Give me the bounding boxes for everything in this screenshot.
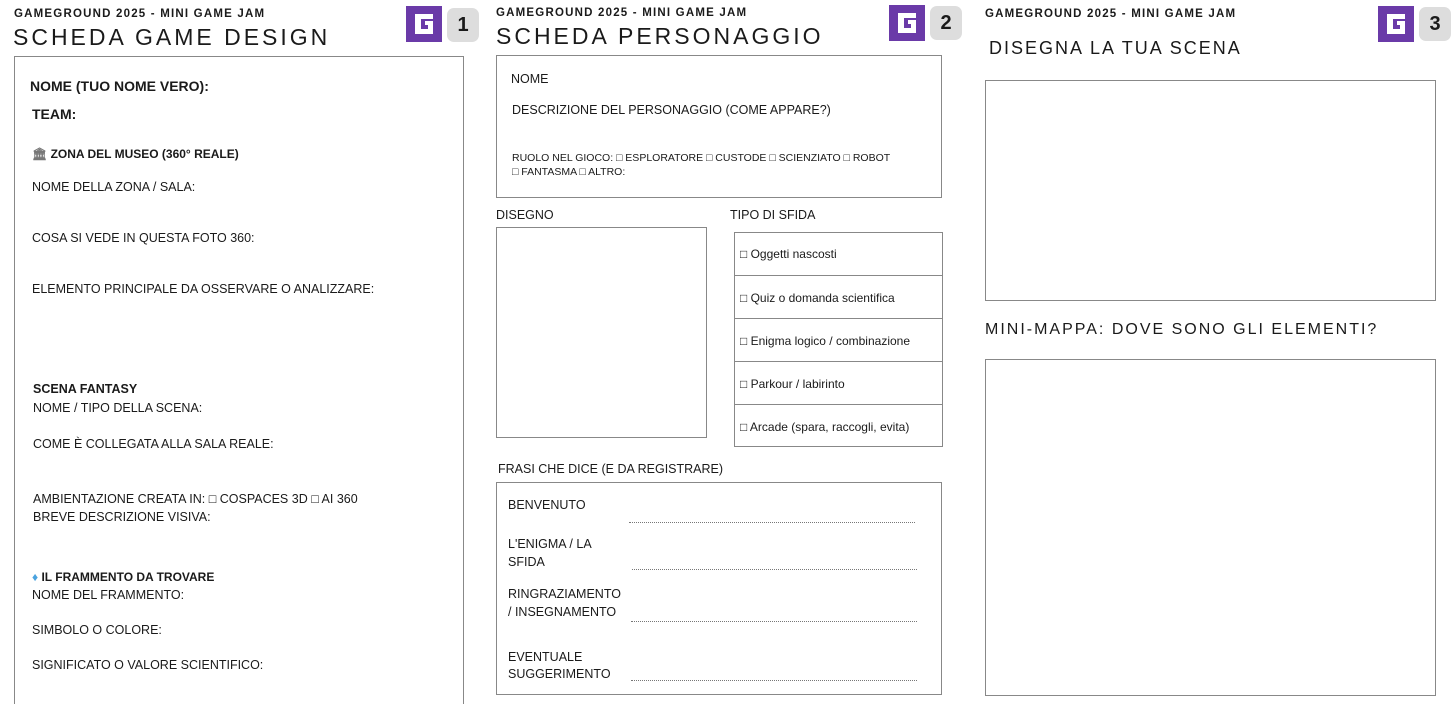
phrase-answer-line[interactable] [631, 621, 917, 622]
connection-label: COME È COLLEGATA ALLA SALA REALE: [33, 437, 274, 451]
page-number-badge: 2 [930, 6, 962, 40]
setting-label: AMBIENTAZIONE CREATA IN: □ COSPACES 3D □ AI 360 [33, 492, 358, 506]
phrase-label: EVENTUALE [508, 650, 583, 664]
phrase-label: / INSEGNAMENTO [508, 605, 617, 619]
page-title: SCHEDA PERSONAGGIO [496, 23, 824, 49]
name-label: NOME (TUO NOME VERO): [30, 78, 209, 94]
header-kicker: GAMEGROUND 2025 - MINI GAME JAM [14, 8, 266, 20]
drawing-area[interactable] [496, 227, 707, 438]
draw-scene-heading: DISEGNA LA TUA SCENA [989, 38, 1242, 58]
phrase-answer-line[interactable] [632, 569, 917, 570]
gameground-logo [889, 5, 925, 41]
challenge-option[interactable]: □ Arcade (spara, raccogli, evita) [735, 404, 942, 448]
meaning-label: SIGNIFICATO O VALORE SCIENTIFICO: [32, 658, 264, 672]
challenge-option[interactable]: □ Oggetti nascosti [740, 246, 837, 261]
character-name-label: NOME [511, 72, 549, 86]
phrase-answer-line[interactable] [629, 522, 915, 523]
zona-heading: ZONA DEL MUSEO (360° REALE) [50, 147, 239, 161]
phrase-label: SFIDA [508, 555, 545, 569]
scene-name-label: NOME / TIPO DELLA SCENA: [33, 401, 203, 415]
phrase-label: SUGGERIMENTO [508, 667, 611, 681]
phrases-heading: FRASI CHE DICE (E DA REGISTRARE) [498, 462, 724, 476]
fantasy-scene-heading: SCENA FANTASY [33, 382, 138, 396]
mini-map-area[interactable] [985, 359, 1436, 696]
character-description-label: DESCRIZIONE DEL PERSONAGGIO (COME APPARE?) [512, 103, 831, 117]
phrase-answer-line[interactable] [631, 680, 917, 681]
header-kicker: GAMEGROUND 2025 - MINI GAME JAM [496, 7, 748, 19]
phrase-label: BENVENUTO [508, 498, 586, 512]
phrase-label: L'ENIGMA / LA [508, 537, 592, 551]
gameground-logo [1378, 6, 1414, 42]
phrase-label: RINGRAZIAMENTO [508, 587, 621, 601]
zone-name-label: NOME DELLA ZONA / SALA: [32, 180, 196, 194]
photo-content-label: COSA SI VEDE IN QUESTA FOTO 360: [32, 231, 255, 245]
challenge-option[interactable]: □ Enigma logico / combinazione [735, 318, 942, 362]
main-element-label: ELEMENTO PRINCIPALE DA OSSERVARE O ANALIZZARE: [32, 282, 375, 296]
challenge-option[interactable]: □ Quiz o domanda scientifica [735, 275, 942, 319]
drawing-label: DISEGNO [496, 208, 554, 222]
challenge-type-table [734, 232, 943, 447]
team-label: TEAM: [32, 106, 77, 122]
header-kicker: GAMEGROUND 2025 - MINI GAME JAM [985, 8, 1237, 20]
role-options: RUOLO NEL GIOCO: □ ESPLORATORE □ CUSTODE □ SCIENZIATO □ ROBOT [512, 152, 891, 164]
visual-description-label: BREVE DESCRIZIONE VISIVA: [33, 510, 211, 524]
fragment-heading: IL FRAMMENTO DA TROVARE [41, 570, 215, 584]
role-options-continued: □ FANTASMA □ ALTRO: [512, 166, 626, 178]
museum-icon: 🏛 [32, 147, 48, 161]
scene-drawing-area[interactable] [985, 80, 1436, 301]
challenge-type-label: TIPO DI SFIDA [730, 208, 816, 222]
page-number-badge: 1 [447, 8, 479, 42]
gem-icon: ♦ [32, 570, 39, 584]
fragment-name-label: NOME DEL FRAMMENTO: [32, 588, 185, 602]
symbol-label: SIMBOLO O COLORE: [32, 623, 162, 637]
mini-map-heading: MINI-MAPPA: DOVE SONO GLI ELEMENTI? [985, 321, 1379, 338]
challenge-option[interactable]: □ Parkour / labirinto [735, 361, 942, 405]
page-title: SCHEDA GAME DESIGN [13, 24, 331, 50]
page-number-badge: 3 [1419, 7, 1451, 41]
gameground-logo [406, 6, 442, 42]
